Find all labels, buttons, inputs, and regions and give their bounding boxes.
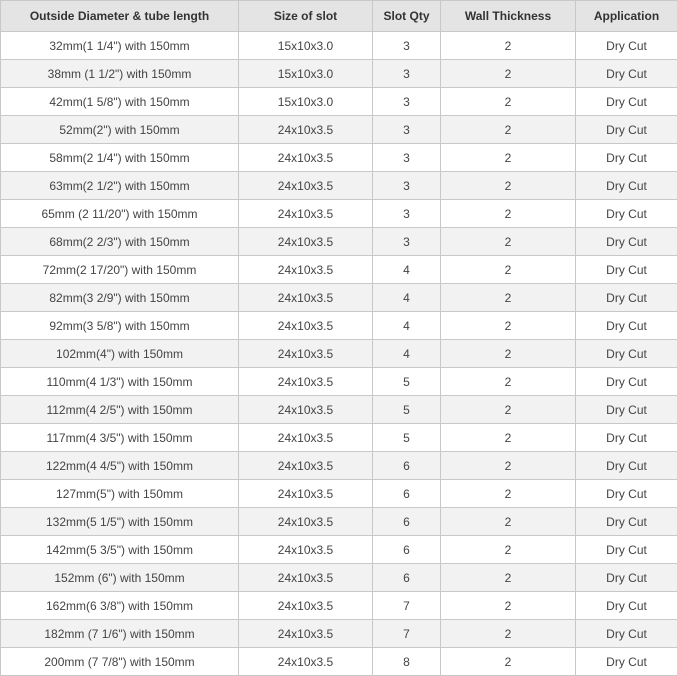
cell-slot-qty: 4 <box>373 340 441 368</box>
cell-application: Dry Cut <box>576 424 677 452</box>
cell-wall-thickness: 2 <box>441 60 576 88</box>
cell-slot-size: 24x10x3.5 <box>239 284 373 312</box>
cell-slot-size: 24x10x3.5 <box>239 256 373 284</box>
cell-wall-thickness: 2 <box>441 312 576 340</box>
table-row <box>1 480 677 508</box>
cell-wall-thickness: 2 <box>441 424 576 452</box>
cell-outside-diameter: 82mm(3 2/9") with 150mm <box>1 284 239 312</box>
cell-outside-diameter: 142mm(5 3/5") with 150mm <box>1 536 239 564</box>
cell-wall-thickness: 2 <box>441 32 576 60</box>
table-row <box>1 368 677 396</box>
cell-slot-qty: 7 <box>373 620 441 648</box>
cell-application: Dry Cut <box>576 396 677 424</box>
cell-application: Dry Cut <box>576 88 677 116</box>
cell-wall-thickness: 2 <box>441 396 576 424</box>
cell-slot-size: 24x10x3.5 <box>239 144 373 172</box>
cell-slot-size: 24x10x3.5 <box>239 340 373 368</box>
cell-wall-thickness: 2 <box>441 284 576 312</box>
cell-wall-thickness: 2 <box>441 592 576 620</box>
cell-slot-qty: 3 <box>373 144 441 172</box>
cell-slot-size: 24x10x3.5 <box>239 424 373 452</box>
cell-slot-qty: 7 <box>373 592 441 620</box>
cell-outside-diameter: 122mm(4 4/5") with 150mm <box>1 452 239 480</box>
table-row <box>1 116 677 144</box>
cell-outside-diameter: 110mm(4 1/3") with 150mm <box>1 368 239 396</box>
cell-application: Dry Cut <box>576 452 677 480</box>
cell-slot-qty: 5 <box>373 368 441 396</box>
cell-slot-qty: 5 <box>373 424 441 452</box>
cell-wall-thickness: 2 <box>441 564 576 592</box>
table-row <box>1 508 677 536</box>
cell-slot-size: 24x10x3.5 <box>239 480 373 508</box>
cell-wall-thickness: 2 <box>441 508 576 536</box>
cell-outside-diameter: 162mm(6 3/8") with 150mm <box>1 592 239 620</box>
cell-slot-size: 24x10x3.5 <box>239 508 373 536</box>
table-row <box>1 312 677 340</box>
cell-slot-qty: 6 <box>373 564 441 592</box>
cell-outside-diameter: 58mm(2 1/4") with 150mm <box>1 144 239 172</box>
cell-slot-size: 15x10x3.0 <box>239 88 373 116</box>
cell-wall-thickness: 2 <box>441 88 576 116</box>
cell-slot-qty: 6 <box>373 536 441 564</box>
cell-application: Dry Cut <box>576 284 677 312</box>
cell-outside-diameter: 72mm(2 17/20") with 150mm <box>1 256 239 284</box>
cell-wall-thickness: 2 <box>441 452 576 480</box>
cell-slot-size: 24x10x3.5 <box>239 116 373 144</box>
cell-slot-qty: 3 <box>373 200 441 228</box>
cell-slot-size: 24x10x3.5 <box>239 452 373 480</box>
cell-slot-qty: 3 <box>373 228 441 256</box>
cell-outside-diameter: 68mm(2 2/3") with 150mm <box>1 228 239 256</box>
cell-application: Dry Cut <box>576 536 677 564</box>
cell-application: Dry Cut <box>576 144 677 172</box>
table-row <box>1 200 677 228</box>
cell-application: Dry Cut <box>576 228 677 256</box>
cell-application: Dry Cut <box>576 312 677 340</box>
cell-slot-size: 24x10x3.5 <box>239 312 373 340</box>
table-row <box>1 648 677 676</box>
cell-application: Dry Cut <box>576 172 677 200</box>
table-row <box>1 32 677 60</box>
cell-application: Dry Cut <box>576 32 677 60</box>
cell-outside-diameter: 132mm(5 1/5") with 150mm <box>1 508 239 536</box>
cell-slot-qty: 4 <box>373 312 441 340</box>
cell-outside-diameter: 102mm(4") with 150mm <box>1 340 239 368</box>
cell-application: Dry Cut <box>576 508 677 536</box>
cell-application: Dry Cut <box>576 620 677 648</box>
cell-slot-size: 24x10x3.5 <box>239 396 373 424</box>
cell-application: Dry Cut <box>576 648 677 676</box>
table-row <box>1 228 677 256</box>
cell-outside-diameter: 117mm(4 3/5") with 150mm <box>1 424 239 452</box>
cell-application: Dry Cut <box>576 368 677 396</box>
cell-wall-thickness: 2 <box>441 648 576 676</box>
cell-application: Dry Cut <box>576 116 677 144</box>
cell-application: Dry Cut <box>576 480 677 508</box>
table-row <box>1 340 677 368</box>
table-row <box>1 144 677 172</box>
cell-slot-size: 15x10x3.0 <box>239 32 373 60</box>
cell-slot-size: 24x10x3.5 <box>239 592 373 620</box>
cell-application: Dry Cut <box>576 256 677 284</box>
table-row <box>1 284 677 312</box>
table-row <box>1 172 677 200</box>
cell-wall-thickness: 2 <box>441 480 576 508</box>
cell-slot-qty: 6 <box>373 452 441 480</box>
cell-application: Dry Cut <box>576 592 677 620</box>
cell-application: Dry Cut <box>576 200 677 228</box>
cell-outside-diameter: 182mm (7 1/6") with 150mm <box>1 620 239 648</box>
table-header <box>1 1 677 32</box>
cell-slot-qty: 3 <box>373 116 441 144</box>
cell-outside-diameter: 38mm (1 1/2") with 150mm <box>1 60 239 88</box>
cell-wall-thickness: 2 <box>441 368 576 396</box>
header-wall-thickness: Wall Thickness <box>441 1 576 32</box>
cell-slot-size: 24x10x3.5 <box>239 620 373 648</box>
table-row <box>1 88 677 116</box>
cell-slot-size: 24x10x3.5 <box>239 200 373 228</box>
table-row <box>1 396 677 424</box>
cell-slot-qty: 3 <box>373 32 441 60</box>
table-row <box>1 536 677 564</box>
cell-outside-diameter: 65mm (2 11/20") with 150mm <box>1 200 239 228</box>
cell-wall-thickness: 2 <box>441 620 576 648</box>
header-row <box>1 1 677 32</box>
header-application: Application <box>576 1 677 32</box>
cell-wall-thickness: 2 <box>441 536 576 564</box>
cell-application: Dry Cut <box>576 564 677 592</box>
cell-application: Dry Cut <box>576 340 677 368</box>
cell-outside-diameter: 200mm (7 7/8") with 150mm <box>1 648 239 676</box>
cell-wall-thickness: 2 <box>441 340 576 368</box>
table-row <box>1 60 677 88</box>
header-slot-size: Size of slot <box>239 1 373 32</box>
cell-slot-size: 24x10x3.5 <box>239 228 373 256</box>
cell-slot-qty: 3 <box>373 88 441 116</box>
cell-slot-qty: 5 <box>373 396 441 424</box>
cell-slot-size: 24x10x3.5 <box>239 172 373 200</box>
header-outside-diameter: Outside Diameter & tube length <box>1 1 239 32</box>
cell-slot-qty: 6 <box>373 508 441 536</box>
cell-wall-thickness: 2 <box>441 144 576 172</box>
table-row <box>1 620 677 648</box>
cell-slot-qty: 3 <box>373 60 441 88</box>
cell-wall-thickness: 2 <box>441 200 576 228</box>
table-row <box>1 564 677 592</box>
cell-slot-size: 24x10x3.5 <box>239 648 373 676</box>
table-row <box>1 452 677 480</box>
cell-slot-qty: 4 <box>373 256 441 284</box>
cell-wall-thickness: 2 <box>441 116 576 144</box>
cell-slot-qty: 6 <box>373 480 441 508</box>
cell-outside-diameter: 42mm(1 5/8") with 150mm <box>1 88 239 116</box>
cell-slot-size: 24x10x3.5 <box>239 368 373 396</box>
cell-outside-diameter: 63mm(2 1/2") with 150mm <box>1 172 239 200</box>
cell-outside-diameter: 92mm(3 5/8") with 150mm <box>1 312 239 340</box>
table-row <box>1 256 677 284</box>
cell-slot-size: 24x10x3.5 <box>239 536 373 564</box>
cell-wall-thickness: 2 <box>441 172 576 200</box>
cell-slot-qty: 4 <box>373 284 441 312</box>
cell-slot-size: 15x10x3.0 <box>239 60 373 88</box>
cell-wall-thickness: 2 <box>441 228 576 256</box>
cell-slot-size: 24x10x3.5 <box>239 564 373 592</box>
cell-outside-diameter: 112mm(4 2/5") with 150mm <box>1 396 239 424</box>
table-body <box>1 32 677 676</box>
cell-slot-qty: 8 <box>373 648 441 676</box>
cell-outside-diameter: 52mm(2") with 150mm <box>1 116 239 144</box>
cell-outside-diameter: 127mm(5") with 150mm <box>1 480 239 508</box>
cell-wall-thickness: 2 <box>441 256 576 284</box>
cell-slot-qty: 3 <box>373 172 441 200</box>
cell-application: Dry Cut <box>576 60 677 88</box>
table-row <box>1 424 677 452</box>
table-row <box>1 592 677 620</box>
header-slot-qty: Slot Qty <box>373 1 441 32</box>
cell-outside-diameter: 32mm(1 1/4") with 150mm <box>1 32 239 60</box>
cell-outside-diameter: 152mm (6") with 150mm <box>1 564 239 592</box>
